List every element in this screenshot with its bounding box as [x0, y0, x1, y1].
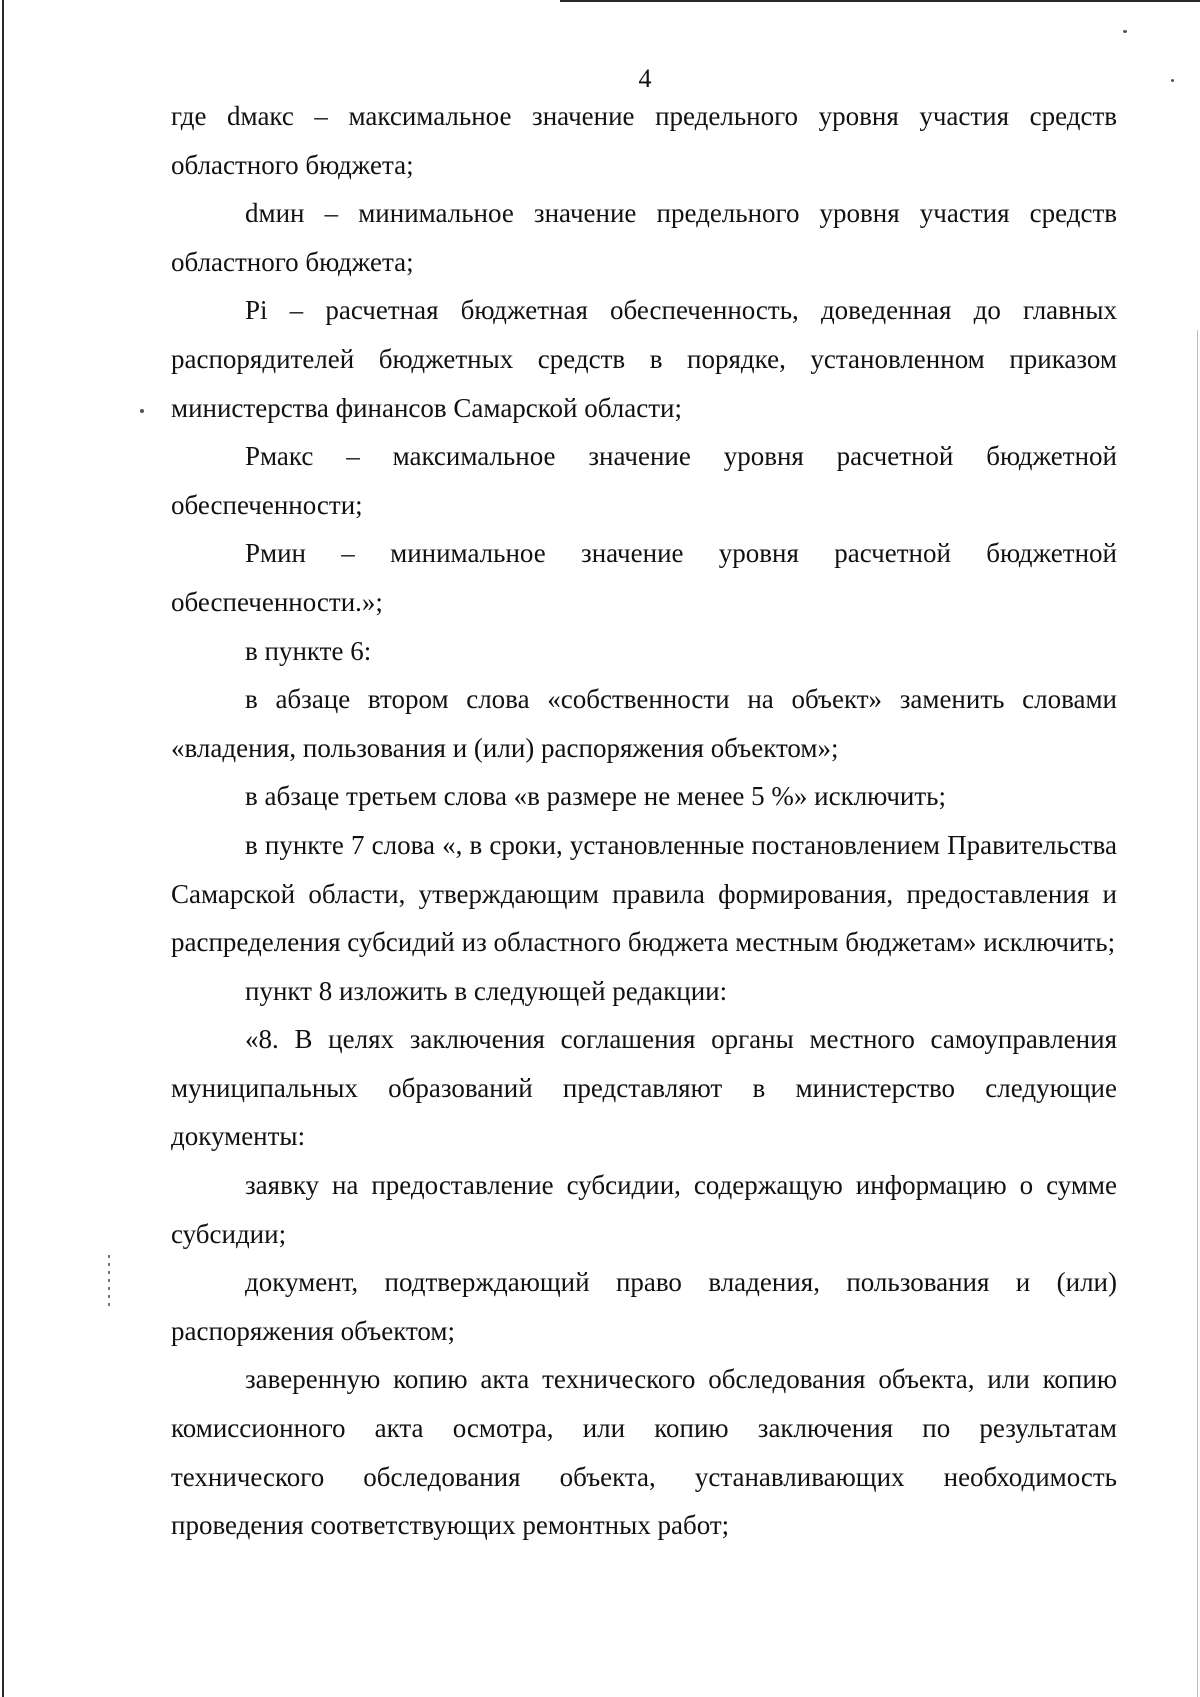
paragraph: «8. В целях заключения соглашения органы местного самоуправления муниципальных образований представляют в министерство следующие документы: — [171, 1024, 1117, 1152]
scan-edge-top — [560, 0, 1200, 2]
document-body — [171, 92, 1117, 1550]
paragraph: в пункте 6: — [245, 635, 372, 666]
paragraph: в абзаце третьем слова «в размере не менее 5 %» исключить; — [245, 781, 946, 812]
paragraph: Рмакс – максимальное значение уровня расчетной бюджетной обеспеченности; — [171, 441, 1117, 520]
paragraph: dмин – минимальное значение предельного уровня участия средств областного бюджета; — [171, 198, 1117, 277]
page-number: 4 — [638, 64, 652, 93]
paragraph: где dмакс – максимальное значение предельного уровня участия средств областного бюджета; — [171, 101, 1117, 180]
scan-edge-right — [1197, 330, 1198, 1697]
paragraph: в пункте 7 слова «, в сроки, установленные постановлением Правительства Самарской области, утверждающим правила формирования, предоставления и распределения субсидий из областного бюджета местным бюджетам» исключить; — [171, 829, 1117, 958]
scan-edge-left — [2, 0, 4, 1697]
paragraph: пункт 8 изложить в следующей редакции: — [245, 975, 728, 1006]
paragraph: заявку на предоставление субсидии, содержащую информацию о сумме субсидии; — [171, 1170, 1117, 1249]
paragraph: Рмин – минимальное значение уровня расчетной бюджетной обеспеченности.»; — [171, 538, 1117, 617]
scan-speck — [1123, 30, 1127, 33]
paragraph: документ, подтверждающий право владения, пользования и (или) распоряжения объектом; — [171, 1267, 1117, 1346]
paragraph: заверенную копию акта технического обследования объекта, или копию комиссионного акта осмотра, или копию заключения по результатам технического обследования объекта, устанавливающих необходимость проведения соответствующих ремонтных работ; — [171, 1364, 1117, 1541]
scan-speck — [108, 1255, 110, 1307]
paragraph: Pi – расчетная бюджетная обеспеченность, доведенная до главных распорядителей бюджетных средств в порядке, установленном приказом министерства финансов Самарской области; — [171, 295, 1117, 423]
paragraph: в абзаце втором слова «собственности на объект» заменить словами «владения, пользования и (или) распоряжения объектом»; — [171, 684, 1117, 763]
scan-speck — [140, 409, 144, 413]
